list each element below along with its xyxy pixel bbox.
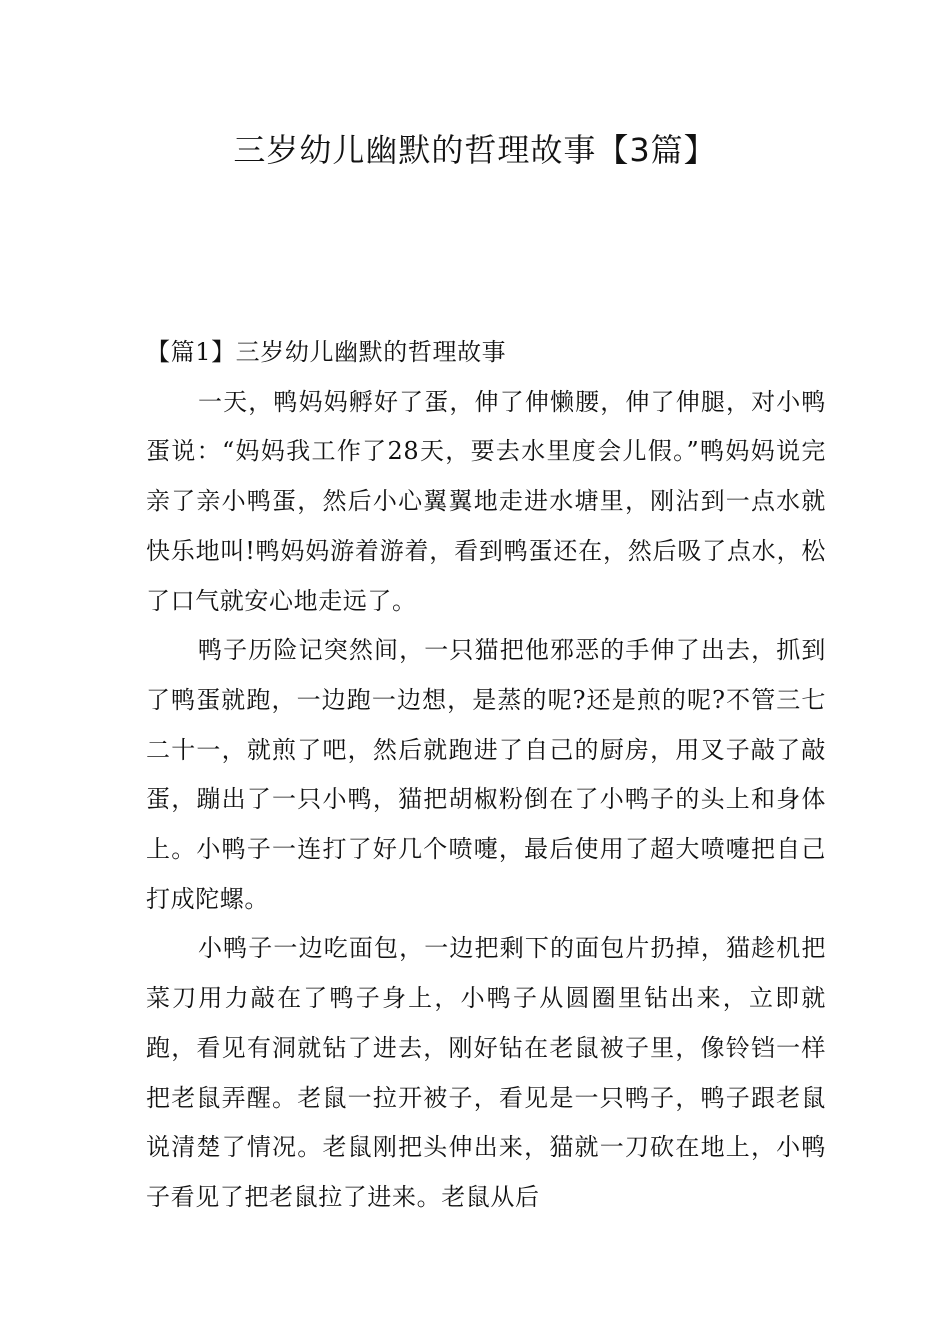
- paragraph-3: 小鸭子一边吃面包，一边把剩下的面包片扔掉，猫趁机把菜刀用力敲在了鸭子身上，小鸭子从圆圈里钻出来，立即就跑，看见有洞就钻了进去，刚好钻在老鼠被子里，像铃铛一样把老鼠弄醒。老鼠一拉开被子，看见是一只鸭子，鸭子跟老鼠说清楚了情况。老鼠刚把头伸出来，猫就一刀砍在地上，小鸭子看见了把老鼠拉了进来。老鼠从后: [146, 934, 826, 1211]
- paragraph-1: 一天，鸭妈妈孵好了蛋，伸了伸懒腰，伸了伸腿，对小鸭蛋说：“妈妈我工作了28天，要去水里度会儿假。”鸭妈妈说完亲了亲小鸭蛋，然后小心翼翼地走进水塘里，刚沾到一点水就快乐地叫!鸭妈妈游着游着，看到鸭蛋还在，然后吸了点水，松了口气就安心地走远了。: [146, 387, 826, 615]
- document-body: [146, 328, 826, 1223]
- document-title: 三岁幼儿幽默的哲理故事【3篇】: [233, 131, 717, 169]
- paragraph-2: 鸭子历险记突然间，一只猫把他邪恶的手伸了出去，抓到了鸭蛋就跑，一边跑一边想，是蒸的呢?还是煎的呢?不管三七二十一，就煎了吧，然后就跑进了自己的厨房，用叉子敲了敲蛋，蹦出了一只小鸭，猫把胡椒粉倒在了小鸭子的头上和身体上。小鸭子一连打了好几个喷嚏，最后使用了超大喷嚏把自己打成陀螺。: [146, 636, 826, 913]
- section-heading: 【篇1】三岁幼儿幽默的哲理故事: [146, 338, 507, 366]
